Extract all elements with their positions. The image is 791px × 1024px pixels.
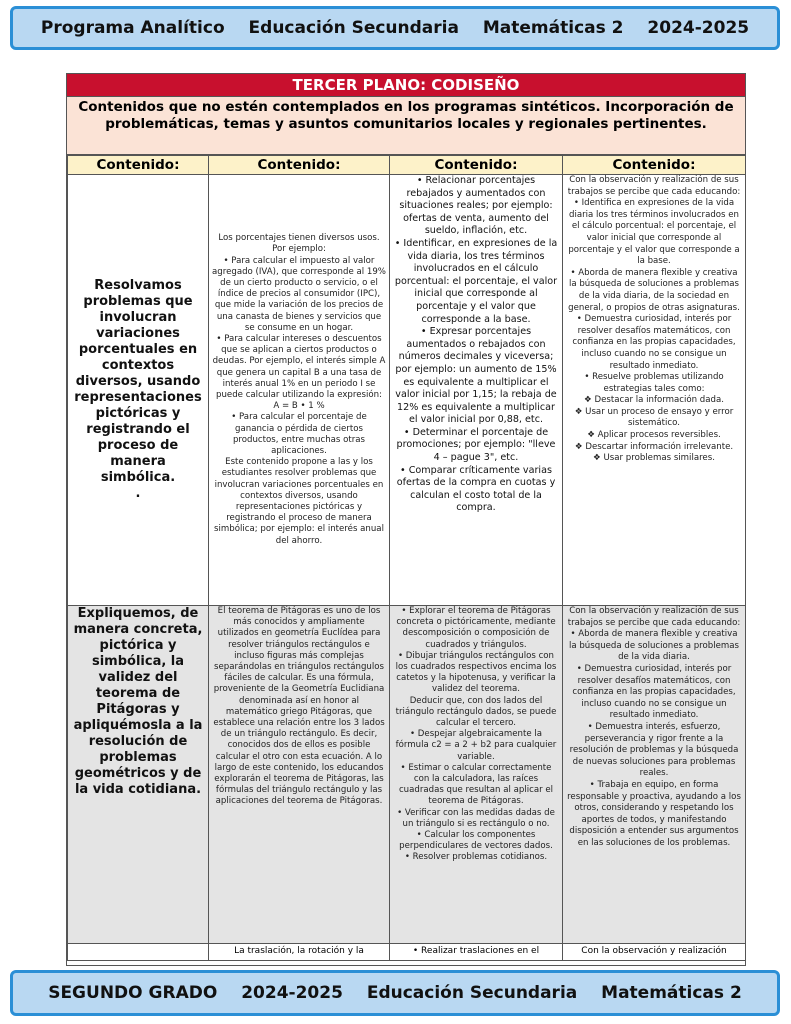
evaluation-text: Con la observación y realización de sus trabajos se percibe que cada educando: • Aborda de manera flexible y creativa la búsqueda de soluciones a problemas de la vida diaria. • Demuestra curiosidad, interés por resolver desafíos matemáticos, con confianza en las propias capacidades, incluso cuando no se consigue un resultado inmediato. • Demuestra interés, esfuerzo, perseverancia y rigor frente a la resolución de problemas y la búsqueda de nuevas soluciones para problemas reales. • Trabaja en equipo, en forma responsable y proactiva, ayudando a los otros, considerando y respetando los aportes de todos, y manifestando disposición a entender sus argumentos en las soluciones de los problemas.	[567, 606, 741, 848]
header-program: Programa Analítico	[40, 18, 225, 38]
topic-text: Expliquemos, de manera concreta, pictórica y simbólica, la validez del teorema de Pitágoras y apliquémosla a la resolución de problemas geométricos y de la vida cotidiana.	[73, 606, 203, 797]
column-header: Contenido:	[563, 156, 746, 175]
footer-subject: Matemáticas 2	[601, 983, 742, 1003]
table-header-row	[68, 156, 746, 175]
footer-grade: SEGUNDO GRADO	[48, 983, 218, 1003]
evaluation-cell	[563, 606, 746, 944]
evaluation-text: Con la observación y realización de sus trabajos se percibe que cada educando: • Identifica en expresiones de la vida diaria los tres términos involucrados en el cálculo porcentual: el porcentaje, el valor inicial que corresponde al porcentaje y el valor que corresponde a la base. • Aborda de manera flexible y creativa la búsqueda de soluciones a problemas de la vida diaria, de la sociedad en general, o propios de otras asignaturas. • Demuestra curiosidad, interés por resolver desafíos matemáticos, con confianza en las propias capacidades, incluso cuando no se consigue un resultado inmediato. • Resuelve problemas utilizando estrategias tales como: ❖ Destacar la información dada. ❖ Usar un proceso de ensayo y error sistemático. ❖ Aplicar procesos reversibles. ❖ Descartar información irrelevante. ❖ Usar problemas similares.	[567, 175, 741, 464]
evaluation-cell	[563, 175, 746, 606]
activities-cell	[390, 175, 563, 606]
plan-title: TERCER PLANO: CODISEÑO	[67, 74, 745, 97]
description-text: Los porcentajes tienen diversos usos. Por ejemplo: • Para calcular el impuesto al valor agregado (IVA), que corresponde al 19% de un cierto producto o servicio, o el índice de precios al consumidor (IPC), que mide la variación de los precios de una canasta de bienes y servicios que se consume en un hogar. • Para calcular intereses o descuentos que se aplican a ciertos productos o deudas. Por ejemplo, el interés simple A que genera un capital B a una tasa de interés anual 1% en un periodo I se puede calcular utilizando la expresión: A = B • 1 % • Para calcular el porcentaje de ganancia o pérdida de ciertos productos, entre muchas otras aplicaciones. Este contenido propone a las y los estudiantes resolver problemas que involucran variaciones porcentuales en contextos diversos, usando representaciones pictóricas y registrando el proceso de manera simbólica; por ejemplo: el interés anual del ahorro.	[212, 233, 386, 546]
intro-text: Contenidos que no estén contemplados en los programas sintéticos. Incorporación de problemáticas, temas y asuntos comunitarios locales y regionales pertinentes.	[67, 97, 745, 155]
content-table	[67, 155, 746, 961]
footer-banner	[10, 970, 780, 1016]
activities-text: • Explorar el teorema de Pitágoras concreta o pictóricamente, mediante descomposición o composición de cuadrados y triángulos. • Dibujar triángulos rectángulos con los cuadrados respectivos encima los catetos y la hipotenusa, y verificar la validez del teorema. Deducir que, con dos lados del triángulo rectángulo dados, se puede calcular el tercero. • Despejar algebraicamente la fórmula c2 = a 2 + b2 para cualquier variable. • Estimar o calcular correctamente con la calculadora, las raíces cuadradas que resultan al aplicar el teorema de Pitágoras. • Verificar con las medidas dadas de un triángulo si es rectángulo o no. • Calcular los componentes perpendiculares de vectores dados. • Resolver problemas cotidianos.	[395, 606, 557, 863]
column-header: Contenido:	[390, 156, 563, 175]
description-cell	[209, 175, 390, 606]
codesign-table-container	[66, 73, 746, 966]
footer-level: Educación Secundaria	[366, 983, 578, 1003]
activities-cell	[390, 606, 563, 944]
header-subject: Matemáticas 2	[482, 18, 624, 38]
description-text: El teorema de Pitágoras es uno de los más conocidos y ampliamente utilizados en geometría Euclídea para resolver triángulos rectángulos e incluso figuras más complejas separándolas en triángulos rectángulos fáciles de calcular. Es una fórmula, proveniente de la Geometría Euclidiana denominada así en honor al matemático griego Pitágoras, que establece una relación entre los 3 lados de un triángulo rectángulo. Es decir, conocidos dos de ellos es posible calcular el otro con esta ecuación. A lo largo de este contenido, los educandos explorarán el teorema de Pitágoras, las fórmulas del triángulo rectángulo y las aplicaciones del teorema de Pitágoras.	[213, 606, 385, 807]
description-cell: La traslación, la rotación y la	[209, 944, 390, 961]
table-row	[68, 175, 746, 606]
topic-text: Resolvamos problemas que involucran variaciones porcentuales en contextos diversos, usando representaciones pictóricas y registrando el proceso de manera simbólica. .	[74, 278, 202, 501]
header-banner	[10, 6, 780, 50]
activities-text: • Relacionar porcentajes rebajados y aumentados con situaciones reales; por ejemplo: ofertas de venta, aumento del sueldo, inflación, etc. • Identificar, en expresiones de la vida diaria, los tres términos involucrados en el cálculo porcentual: el porcentaje, el valor inicial que corresponde al porcentaje y el valor que corresponde a la base. • Expresar porcentajes aumentados o rebajados con números decimales y viceversa; por ejemplo: un aumento de 15% es equivalente a multiplicar el valor inicial por 1,15; la rebaja de 12% es equivalente a multiplicar el valor inicial por 0,88, etc. • Determinar el porcentaje de promociones; por ejemplo: "lleve 4 – pague 3", etc. • Comparar críticamente varias ofertas de la compra en cuotas y calculan el costo total de la compra.	[394, 175, 558, 514]
description-cell	[209, 606, 390, 944]
activities-cell: • Realizar traslaciones en el	[390, 944, 563, 961]
evaluation-cell: Con la observación y realización	[563, 944, 746, 961]
table-row	[68, 944, 746, 961]
footer-cycle: 2024-2025	[241, 983, 343, 1003]
header-level: Educación Secundaria	[248, 18, 459, 38]
topic-cell	[68, 944, 209, 961]
topic-cell	[68, 606, 209, 944]
column-header: Contenido:	[209, 156, 390, 175]
table-row	[68, 606, 746, 944]
topic-cell	[68, 175, 209, 606]
header-cycle: 2024-2025	[647, 18, 750, 38]
column-header: Contenido:	[68, 156, 209, 175]
